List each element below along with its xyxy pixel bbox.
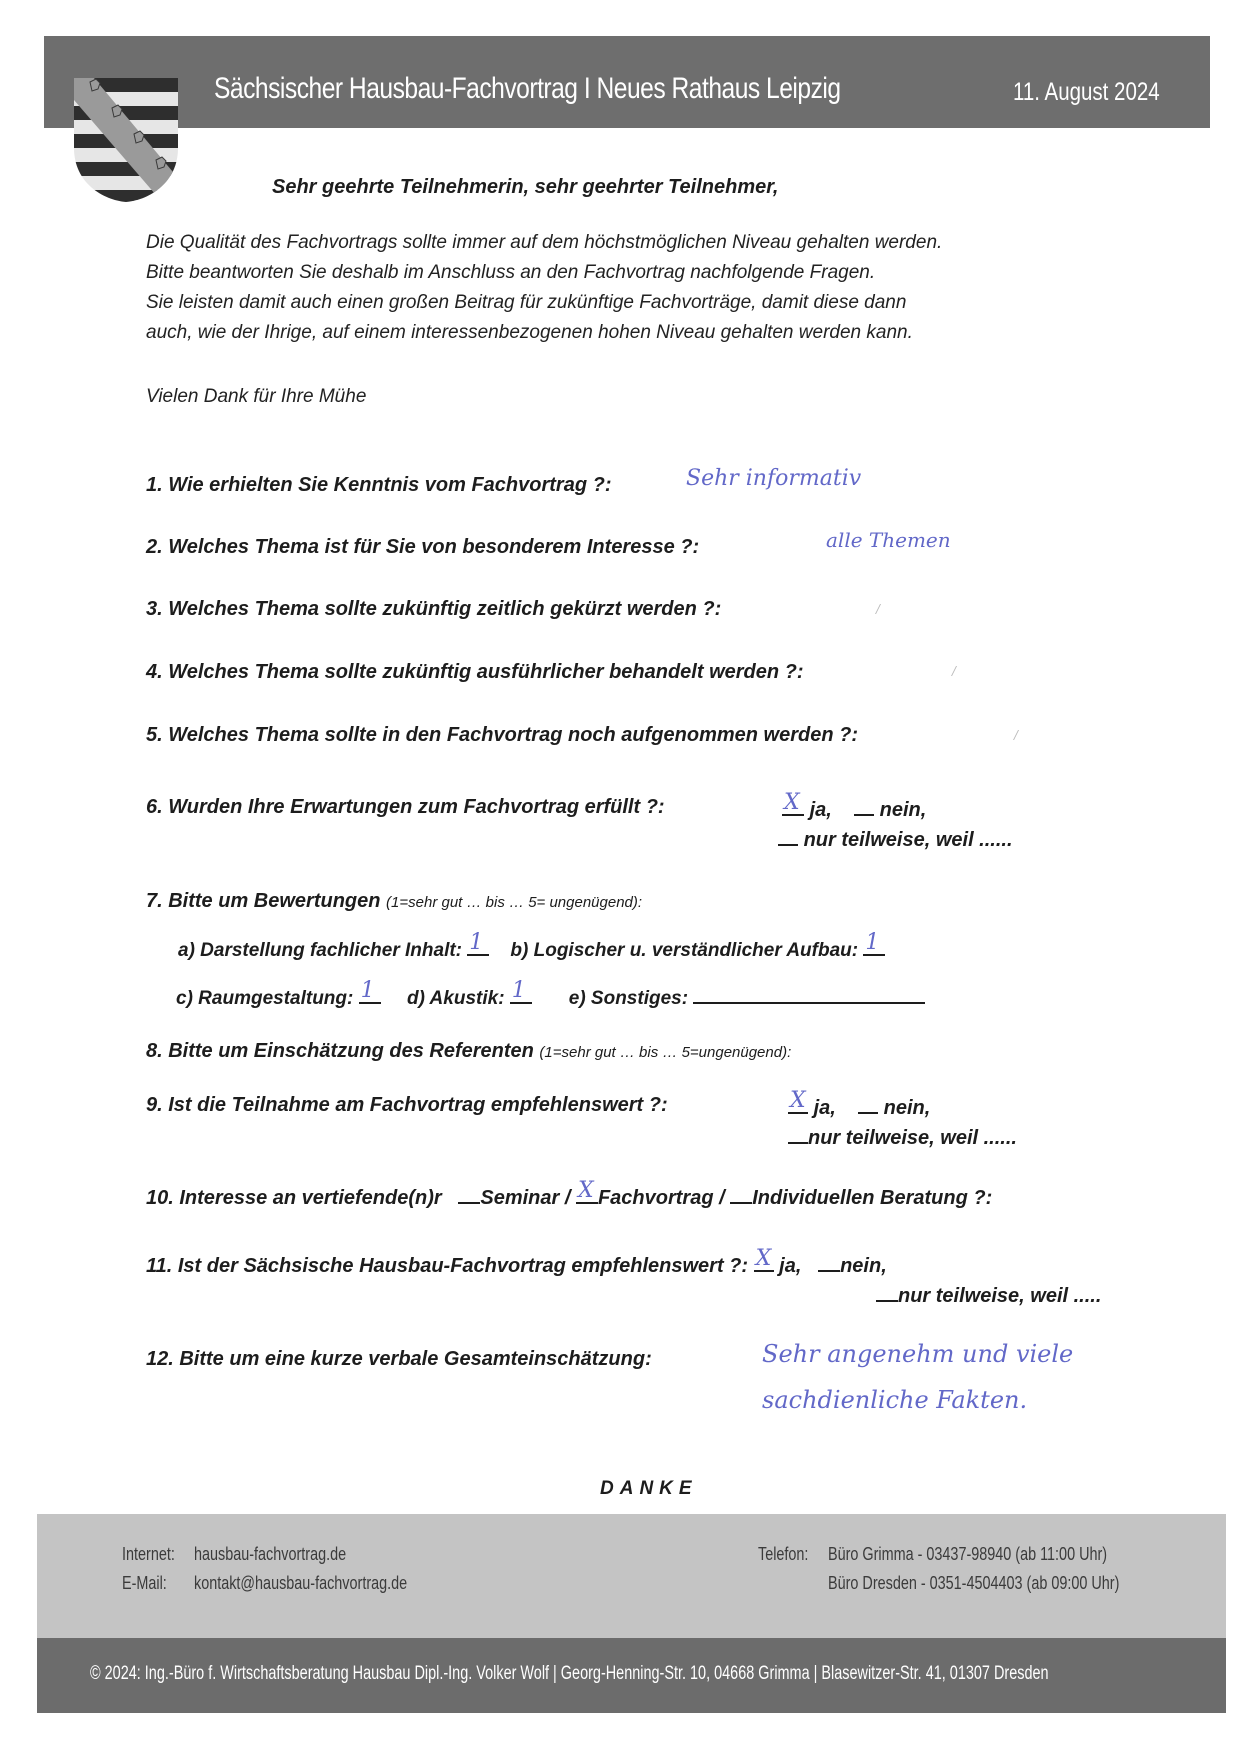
question-4 [146, 661, 804, 684]
question-10-fachvortrag-label: Fachvortrag / [597, 1187, 725, 1209]
question-7-label: 7. Bitte um Bewertungen [146, 890, 381, 912]
question-1-answer[interactable]: Sehr informativ [686, 466, 862, 491]
question-9-partial-option [788, 1124, 1017, 1150]
question-10-beratung-checkbox[interactable] [730, 1184, 752, 1204]
question-11-no-checkbox[interactable] [818, 1252, 840, 1272]
question-10 [146, 1178, 993, 1210]
question-2-answer[interactable]: alle Themen [826, 528, 951, 552]
question-6 [146, 796, 665, 819]
question-12-answer-line-1[interactable]: Sehr angenehm und viele [762, 1340, 1074, 1368]
question-7c-rating-field[interactable] [359, 978, 381, 1004]
checkmark-x-icon: X [784, 790, 800, 815]
footer-phone-grimma: Büro Grimma - 03437-98940 (ab 11:00 Uhr) [828, 1544, 1108, 1564]
question-11-label: 11. Ist der Sächsische Hausbau-Fachvortrag empfehlenswert ?: [146, 1255, 749, 1277]
question-11-yes-label: ja, [779, 1255, 802, 1277]
question-7b-label: b) Logischer u. verständlicher Aufbau: [510, 940, 859, 961]
question-9-partial-label: nur teilweise, weil ...... [808, 1127, 1017, 1149]
intro-line: Sie leisten damit auch einen großen Beitrag für zukünftige Fachvorträge, damit diese dann [146, 292, 907, 313]
question-9-options [788, 1088, 931, 1120]
question-6-partial-option [778, 826, 1013, 852]
question-4-answer[interactable]: / [952, 664, 957, 678]
question-7a-label: a) Darstellung fachlicher Inhalt: [178, 940, 462, 961]
question-7e-input-line[interactable] [693, 984, 925, 1004]
question-7d-rating-field[interactable] [510, 978, 532, 1004]
question-11-yes-checkbox[interactable] [754, 1246, 774, 1272]
question-2-label: 2. Welches Thema ist für Sie von besonderem Interesse ?: [146, 536, 700, 558]
question-9-yes-label: ja, [813, 1097, 836, 1119]
question-3 [146, 598, 721, 621]
question-5-answer[interactable]: / [1014, 728, 1019, 742]
question-7b-rating-field[interactable] [863, 930, 885, 956]
question-7c-rating: 1 [360, 978, 375, 1003]
footer-copyright: © 2024: Ing.-Büro f. Wirtschaftsberatung Hausbau Dipl.-Ing. Volker Wolf | Georg-Henning-Str. 10, 04668 Grimma | Blasewitzer-Str. 41, 01307 Dresden [90, 1663, 1049, 1684]
question-1 [146, 474, 611, 497]
question-6-yes-checkbox[interactable] [782, 790, 804, 816]
intro-line: Bitte beantworten Sie deshalb im Anschluss an den Fachvortrag nachfolgende Fragen. [146, 262, 876, 283]
checkmark-x-icon: X [755, 1246, 772, 1271]
question-7d-label: d) Akustik: [407, 988, 505, 1009]
question-10-fachvortrag-checkbox[interactable] [576, 1178, 598, 1204]
question-7b-rating: 1 [865, 930, 880, 955]
question-9 [146, 1094, 668, 1117]
question-11 [146, 1246, 887, 1278]
checkmark-x-icon: X [577, 1178, 594, 1203]
intro-line: auch, wie der Ihrige, auf einem interessenbezogenen hohen Niveau gehalten werden kann. [146, 322, 913, 343]
question-10-beratung-label: Individuellen Beratung ?: [752, 1187, 993, 1209]
footer-internet-label: Internet: [122, 1544, 175, 1564]
question-7-row-ab [178, 930, 885, 962]
question-6-yes-label: ja, [809, 799, 832, 821]
question-7a-rating: 1 [469, 930, 484, 955]
question-6-no-label: nein, [879, 799, 927, 821]
question-10-seminar-checkbox[interactable] [458, 1184, 480, 1204]
question-4-label: 4. Welches Thema sollte zukünftig ausführlicher behandelt werden ?: [146, 661, 804, 683]
question-10-seminar-label: Seminar / [480, 1187, 571, 1209]
question-6-no-checkbox[interactable] [854, 796, 874, 816]
question-9-label: 9. Ist die Teilnahme am Fachvortrag empfehlenswert ?: [146, 1094, 668, 1116]
question-11-partial-checkbox[interactable] [876, 1282, 898, 1302]
footer-phone-dresden: Büro Dresden - 0351-4504403 (ab 09:00 Uhr) [828, 1573, 1120, 1593]
question-2 [146, 536, 699, 559]
question-11-partial-option [876, 1282, 1101, 1308]
footer-phone-label: Telefon: [758, 1544, 809, 1564]
thanks-line: Vielen Dank für Ihre Mühe [146, 386, 367, 407]
salutation: Sehr geehrte Teilnehmerin, sehr geehrter Teilnehmer, [272, 176, 779, 198]
coat-of-arms-logo [74, 78, 178, 202]
intro-paragraph [146, 228, 942, 348]
checkmark-x-icon: X [790, 1088, 806, 1113]
intro-line: Die Qualität des Fachvortrags sollte immer auf dem höchstmöglichen Niveau gehalten werden. [146, 232, 943, 253]
header-title: Sächsischer Hausbau-Fachvortrag I Neues Rathaus Leipzig [214, 72, 841, 105]
question-9-partial-checkbox[interactable] [788, 1124, 808, 1144]
question-8-label: 8. Bitte um Einschätzung des Referenten [146, 1040, 534, 1062]
question-8 [146, 1040, 791, 1063]
question-1-label: 1. Wie erhielten Sie Kenntnis vom Fachvortrag ?: [146, 474, 612, 496]
question-6-partial-label: nur teilweise, weil ...... [803, 829, 1013, 851]
question-6-label: 6. Wurden Ihre Erwartungen zum Fachvortrag erfüllt ?: [146, 796, 665, 818]
shield-stripe [74, 190, 178, 202]
question-5-label: 5. Welches Thema sollte in den Fachvortrag noch aufgenommen werden ?: [146, 724, 858, 746]
question-3-answer[interactable]: / [876, 602, 881, 616]
question-9-no-checkbox[interactable] [858, 1094, 878, 1114]
question-7-row-cde [176, 978, 925, 1010]
question-8-scale: (1=sehr gut … bis … 5=ungenügend): [539, 1044, 792, 1061]
header-date: 11. August 2024 [1013, 78, 1160, 106]
question-11-no-label: nein, [840, 1255, 887, 1277]
question-7-scale: (1=sehr gut … bis … 5= ungenügend): [386, 894, 643, 911]
question-6-partial-checkbox[interactable] [778, 826, 798, 846]
question-12 [146, 1348, 652, 1371]
question-7e-label: e) Sonstiges: [568, 988, 689, 1009]
question-7d-rating: 1 [511, 978, 526, 1003]
question-11-partial-label: nur teilweise, weil ..... [898, 1285, 1102, 1307]
footer-internet-link[interactable]: hausbau-fachvortrag.de [194, 1544, 347, 1564]
thank-you-heading: DANKE [600, 1478, 698, 1499]
question-3-label: 3. Welches Thema sollte zukünftig zeitlich gekürzt werden ?: [146, 598, 722, 620]
question-7a-rating-field[interactable] [467, 930, 489, 956]
footer-email-link[interactable]: kontakt@hausbau-fachvortrag.de [194, 1573, 408, 1593]
question-7 [146, 890, 642, 913]
question-10-label: 10. Interesse an vertiefende(n)r [146, 1187, 442, 1209]
question-9-no-label: nein, [883, 1097, 931, 1119]
question-5 [146, 724, 858, 747]
question-7c-label: c) Raumgestaltung: [176, 988, 354, 1009]
question-6-options [782, 790, 927, 822]
question-12-label: 12. Bitte um eine kurze verbale Gesamteinschätzung: [146, 1348, 652, 1370]
question-12-answer-line-2[interactable]: sachdienliche Fakten. [762, 1386, 1028, 1414]
footer-email-label: E-Mail: [122, 1573, 167, 1593]
question-9-yes-checkbox[interactable] [788, 1088, 808, 1114]
